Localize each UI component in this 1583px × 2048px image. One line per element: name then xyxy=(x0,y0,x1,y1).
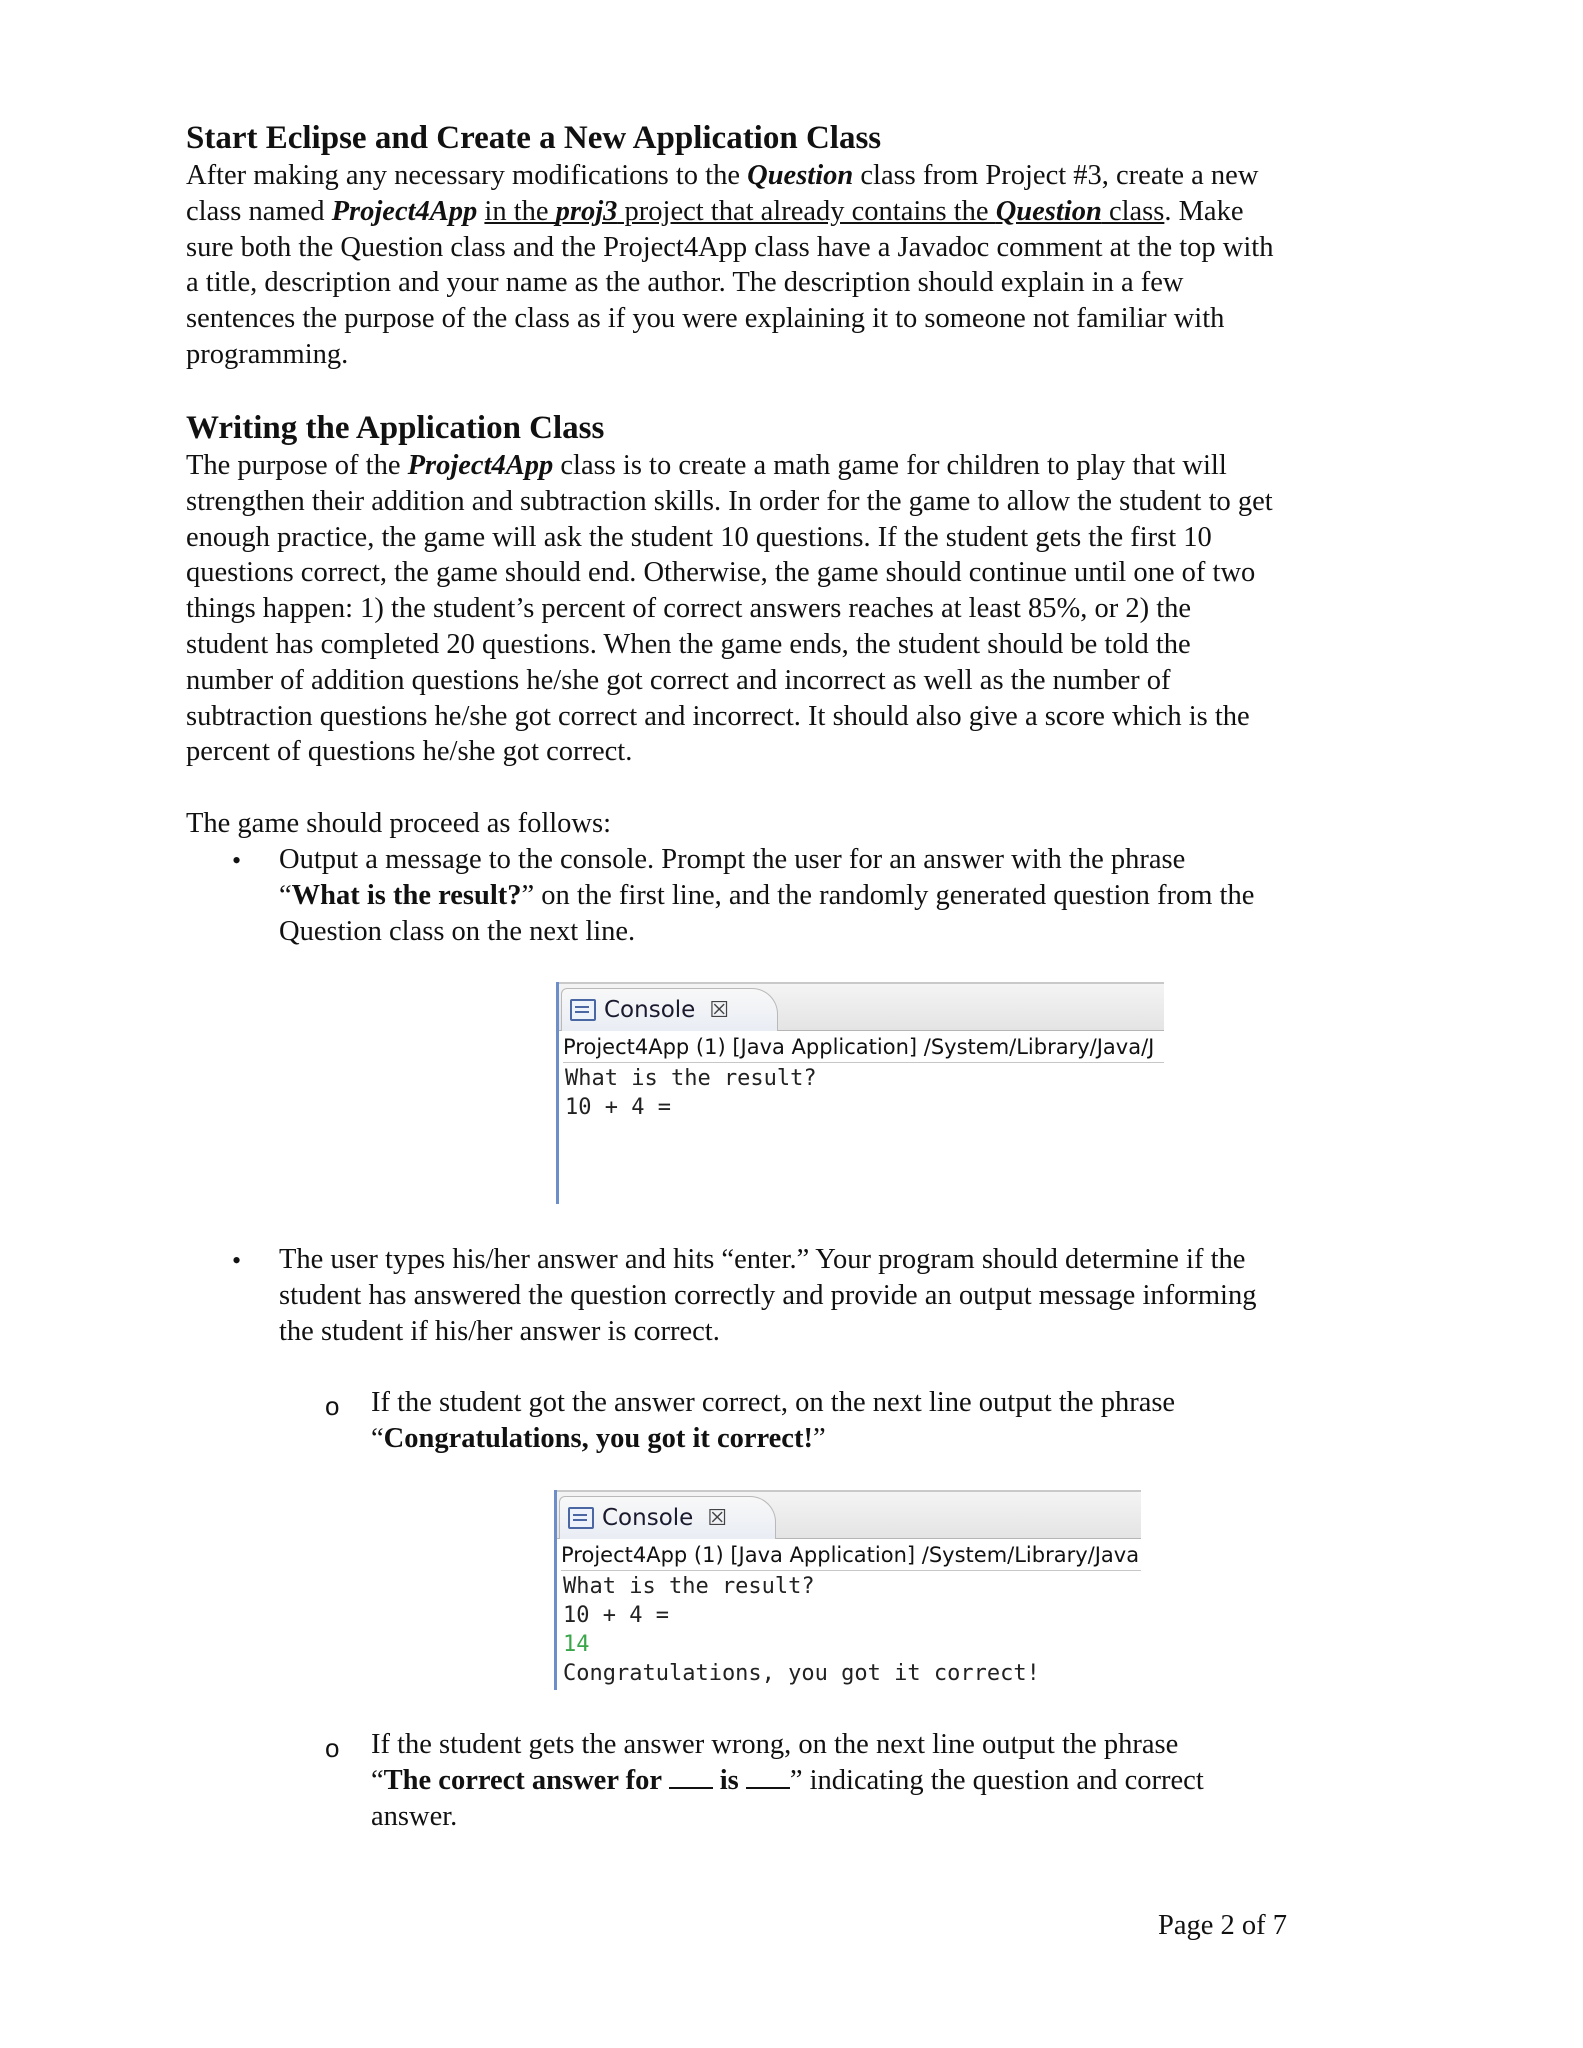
console-panel-1 xyxy=(556,982,1164,1204)
close-icon[interactable]: ☒ xyxy=(709,997,730,1023)
s2-line-8: subtraction questions he/she got correct and incorrect. It should also give a score which is the xyxy=(186,700,1250,732)
console-tabbar xyxy=(559,982,1164,1031)
blank-line xyxy=(746,1765,790,1789)
console-tabbar xyxy=(557,1490,1141,1539)
sub1-text: If the student got the answer correct, on the next line output the phrase “Congratulations, you got it correct!” xyxy=(371,1387,1176,1454)
s2-line-4: questions correct, the game should end. Otherwise, the game should continue until one of two xyxy=(186,557,1256,589)
section-heading-start-eclipse: Start Eclipse and Create a New Application Class xyxy=(186,120,882,156)
console-output-line: What is the result? xyxy=(563,1574,815,1599)
console-output-line: Congratulations, you got it correct! xyxy=(563,1661,1040,1686)
console-tab[interactable]: Console ☒ xyxy=(559,1496,776,1539)
process-label: Project4App (1) [Java Application] /System/Library/Java/J xyxy=(563,1032,1164,1063)
underlined-instruction: in the proj3 project that already contains the Question class xyxy=(484,195,1165,227)
process-label: Project4App (1) [Java Application] /System/Library/Java xyxy=(561,1540,1141,1571)
section-heading-writing-app: Writing the Application Class xyxy=(186,410,605,446)
console-icon xyxy=(570,999,596,1021)
console-tab[interactable]: Console ☒ xyxy=(561,988,778,1031)
s2-line-2: strengthen their addition and subtraction skills. In order for the game to allow the student to get xyxy=(186,485,1273,517)
s2-line-5: things happen: 1) the student’s percent of correct answers reaches at least 85%, or 2) the xyxy=(186,593,1192,625)
console-output-line: 10 + 4 = xyxy=(565,1095,671,1120)
bullet-dot: • xyxy=(232,846,242,875)
sub-bullet-circle: o xyxy=(325,1391,340,1421)
console-icon xyxy=(568,1507,594,1529)
proceed-line: The game should proceed as follows: xyxy=(186,808,612,839)
s1-line-4: a title, description and your name as the author. The description should explain in a few xyxy=(186,267,1184,299)
s2-line-9: percent of questions he/she got correct. xyxy=(186,736,633,768)
console-panel-2 xyxy=(554,1490,1141,1690)
page-number: Page 2 of 7 xyxy=(1158,1910,1288,1941)
bullet-dot: • xyxy=(232,1246,242,1275)
bullet1-text: Output a message to the console. Prompt the user for an answer with the phrase “What is the result?” on the first line, and the randomly generated question from the Question class on the next line. xyxy=(279,844,1255,947)
close-icon[interactable]: ☒ xyxy=(707,1505,728,1531)
blank-line xyxy=(669,1765,713,1789)
section2-paragraph xyxy=(186,448,1416,770)
s1-line-2: class named Project4App in the proj3 project that already contains the Question class. Make xyxy=(186,195,1244,227)
s2-line-6: student has completed 20 questions. When the game ends, the student should be told the xyxy=(186,628,1191,660)
sub2-text: If the student gets the answer wrong, on the next line output the phrase “The correct answer for is ” indicating the question and correct answer. xyxy=(371,1729,1204,1832)
bullet2-text: The user types his/her answer and hits “enter.” Your program should determine if the student has answered the question correctly and provide an output message informing the student if his/her answer is correct. xyxy=(279,1244,1257,1347)
s1-line-1: After making any necessary modifications to the Question class from Project #3, create a new xyxy=(186,160,1259,191)
s2-line-7: number of addition questions he/she got correct and incorrect as well as the number of xyxy=(186,664,1171,696)
section1-paragraph xyxy=(186,158,1416,373)
console-output-line: What is the result? xyxy=(565,1066,817,1091)
s2-line-3: enough practice, the game will ask the student 10 questions. If the student gets the first 10 xyxy=(186,521,1212,553)
s1-line-5: sentences the purpose of the class as if you were explaining it to someone not familiar with xyxy=(186,303,1225,335)
s1-line-6: programming. xyxy=(186,338,349,370)
s1-line-3: sure both the Question class and the Project4App class have a Javadoc comment at the top with xyxy=(186,231,1274,263)
console-user-input: 14 xyxy=(563,1632,590,1657)
s2-line-1: The purpose of the Project4App class is to create a math game for children to play that will xyxy=(186,450,1227,481)
console-output-line: 10 + 4 = xyxy=(563,1603,669,1628)
sub-bullet-circle: o xyxy=(325,1733,340,1763)
